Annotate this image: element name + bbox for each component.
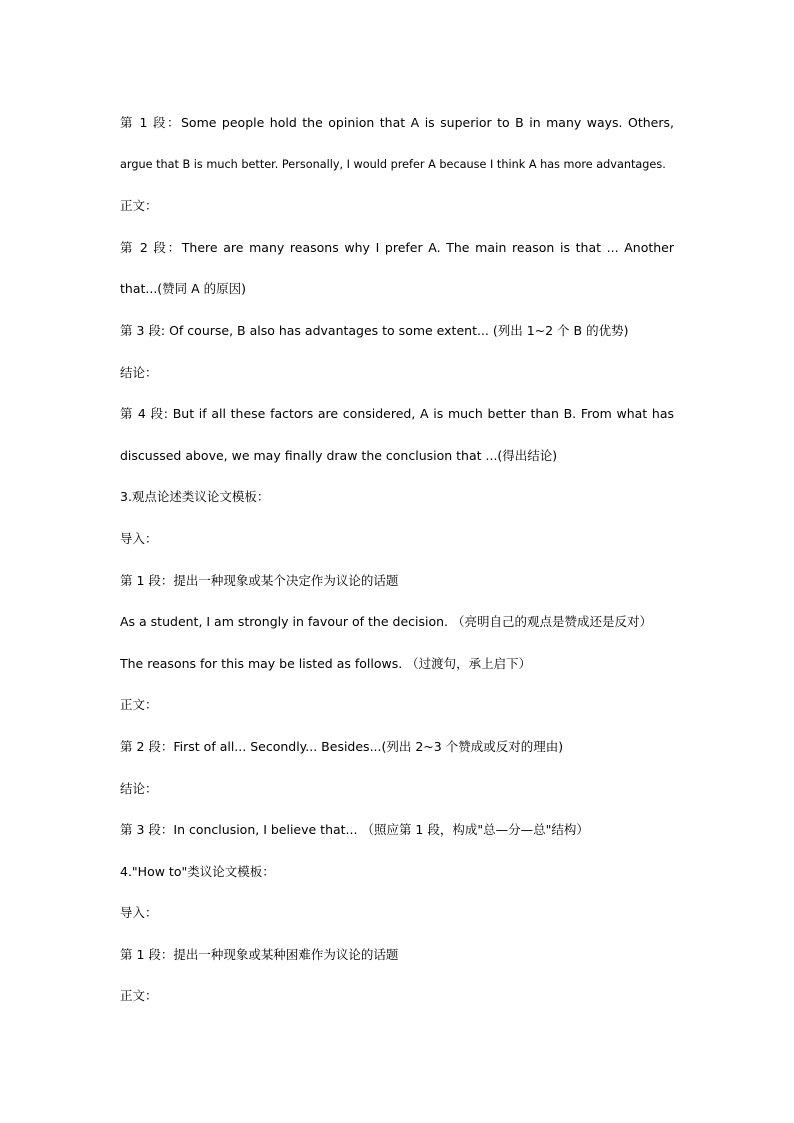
template3-paragraph-3: 第 3 段：In conclusion, I believe that... （照应第 1 段，构成"总—分—总"结构） <box>120 822 589 838</box>
paragraph-4-line-1: 第 4 段: But if all these factors are considered, A is much better than B. From what has <box>120 406 674 422</box>
template-heading-4: 4."How to"类议论文模板： <box>120 863 275 879</box>
section-label-conclusion: 结论： <box>120 780 158 796</box>
paragraph-3: 第 3 段: Of course, B also has advantages to some extent... (列出 1~2 个 B 的优势) <box>120 322 629 338</box>
section-label-body: 正文： <box>120 198 158 214</box>
template4-paragraph-1: 第 1 段：提出一种现象或某种困难作为议论的话题 <box>120 946 399 962</box>
paragraph-4-line-2: discussed above, we may finally draw the conclusion that ...(得出结论) <box>120 447 558 463</box>
paragraph-2-line-2: that...(赞同 A 的原因) <box>120 281 247 297</box>
document-page <box>120 102 674 1017</box>
section-label-intro: 导入： <box>120 905 158 921</box>
paragraph-1-line-1: 第 1 段：Some people hold the opinion that A is superior to B in many ways. Others, <box>120 115 674 130</box>
section-label-intro: 导入： <box>120 530 158 546</box>
template3-paragraph-2: 第 2 段：First of all... Secondly... Besides...(列出 2~3 个赞成或反对的理由) <box>120 738 564 754</box>
section-label-conclusion: 结论： <box>120 364 158 380</box>
template3-transition-sentence: The reasons for this may be listed as follows. （过渡句，承上启下） <box>120 655 532 671</box>
template3-opinion-sentence: As a student, I am strongly in favour of the decision. （亮明自己的观点是赞成还是反对） <box>120 614 652 630</box>
paragraph-2-line-1: 第 2 段：There are many reasons why I prefer A. The main reason is that ... Another <box>120 239 674 255</box>
template-heading-3: 3.观点论述类议论文模板： <box>120 489 270 505</box>
template3-paragraph-1: 第 1 段：提出一种现象或某个决定作为议论的话题 <box>120 572 399 588</box>
paragraph-1-line-2: argue that B is much better. Personally, I would prefer A because I think A has more advantages. <box>120 157 666 171</box>
section-label-body: 正文： <box>120 697 158 713</box>
section-label-body: 正文： <box>120 988 158 1004</box>
